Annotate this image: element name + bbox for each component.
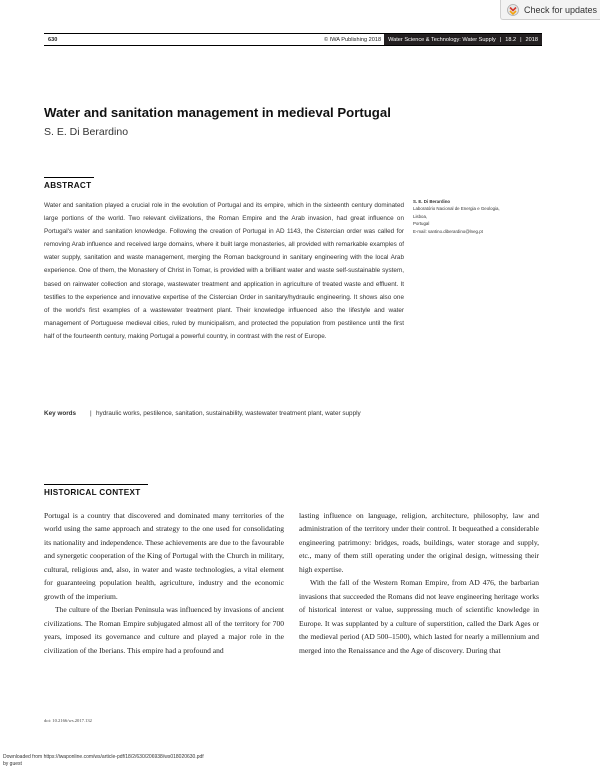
body-paragraph: With the fall of the Western Roman Empire, from AD 476, the barbarian invasions that succeeded the Romans did not leave engineering heritage works of historical interest or value, suppressing much of scientific knowledge in Europe. It was supplanted by a culture of superstition, called the Dark Ages or the medieval period (AD 500–1500), which lasted for nearly a millennium and merged into the Renaissance and the Age of discovery. During that — [299, 578, 539, 655]
abstract-rule — [44, 177, 94, 178]
journal-issue: 18.2 — [505, 36, 517, 43]
affiliation-city: Lisboa, — [413, 213, 428, 219]
doi[interactable]: doi: 10.2166/ws.2017.132 — [44, 718, 92, 723]
body-column-right — [299, 509, 539, 657]
keywords: Key words | hydraulic works, pestilence, sanitation, sustainability, wastewater treatment plant, water supply — [44, 407, 404, 420]
body-paragraph: The culture of the Iberian Peninsula was influenced by invasions of ancient civilizations. The Roman Empire subjugated almost all of the territory for 700 years, imposed its governance and culture and played a major role in the civilization of the Iberians. This empire had a profound and — [44, 605, 284, 655]
download-source: Downloaded from https://iwaponline.com/ws/article-pdf/18/2/630/206938/ws018020630.pdf — [3, 754, 204, 760]
article-author: S. E. Di Berardino — [44, 126, 129, 138]
body-column-left — [44, 509, 284, 657]
check-for-updates-button[interactable] — [500, 0, 600, 20]
download-footer — [3, 754, 204, 767]
check-updates-icon — [507, 4, 519, 16]
running-header — [44, 33, 542, 46]
journal-name: Water Science & Technology: Water Supply — [388, 36, 496, 43]
affiliation-country: Portugal — [413, 221, 430, 227]
author-affiliation — [413, 198, 543, 235]
keywords-label: Key words — [44, 410, 77, 417]
copyright: © IWA Publishing 2018 — [323, 36, 382, 43]
check-for-updates-label: Check for updates — [524, 4, 598, 15]
affiliation-email[interactable]: E-mail: santino.diberardino@lneg.pt — [413, 228, 483, 234]
article-title: Water and sanitation management in medieval Portugal — [44, 105, 391, 120]
page-number: 630 — [48, 36, 58, 43]
body-paragraph: lasting influence on language, religion, architecture, philosophy, law and administration of the territory under their control. It bequeathed a considerable engineering patrimony: bridges, roads, buildings, water storage and supply, etc., many of them still operating under the original design, witnessing their high expertise. — [299, 511, 539, 574]
affiliation-name: S. E. Di Berardino — [413, 199, 451, 204]
download-by: by guest — [3, 760, 22, 767]
body-paragraph: Portugal is a country that discovered and dominated many territories of the world using the same approach and strategy to the one used for consolidating its nationality and independence. These achievements are due to the favourable and synergetic cooperation of the King of Portugal with the Church in military, cultural, religious and, also, in water and waste technologies, a vital element for guaranteeing population health, agriculture, industry and the economic growth of the imperium. — [44, 511, 284, 601]
section-heading: HISTORICAL CONTEXT — [44, 488, 141, 497]
affiliation-institution: Laboratório Nacional de Energia e Geologia, — [413, 206, 500, 212]
journal-banner: Water Science & Technology: Water Supply | 18.2 | 2018 — [384, 34, 542, 45]
section-rule — [44, 484, 148, 485]
journal-year: 2018 — [525, 36, 538, 43]
keywords-list: hydraulic works, pestilence, sanitation, sustainability, wastewater treatment plant, water supply — [96, 410, 361, 417]
abstract-heading: ABSTRACT — [44, 181, 92, 190]
abstract-text: Water and sanitation played a crucial role in the evolution of Portugal and its empire, which in the sixteenth century dominated large portions of the world. Two relevant civilizations, the Roman Empire and the Arab invasion, had great influence on Portugal's water and sanitation knowledge. Following the creation of Portugal in AD 1143, the Cistercian order was called for removing Arab influence and received large domains, where it built large monasteries, all provided with remarkable examples of water supply, sanitation and waste management, merging the Roman background in sanitary engineering with the local Arab experience. One of them, the Monastery of Christ in Tomar, is provided with a brilliant water and waste self-sustainable system, based on rainwater collection and storage, wastewater treatment and application in agriculture of treated waste and effluent. It testifies to the experience and innovative expertise of the Cistercian Order in sanitary/hydraulic engineering. It shows also one of the world's first examples of a wastewater treatment plant. Their knowledge influenced also the lifestyle and water management of Portuguese medieval cities, ruled by municipalism, and protected the population from pestilence until the first half of the fourteenth century, making Portugal a powerful country, in contrast with the rest of Europe. — [44, 202, 404, 340]
